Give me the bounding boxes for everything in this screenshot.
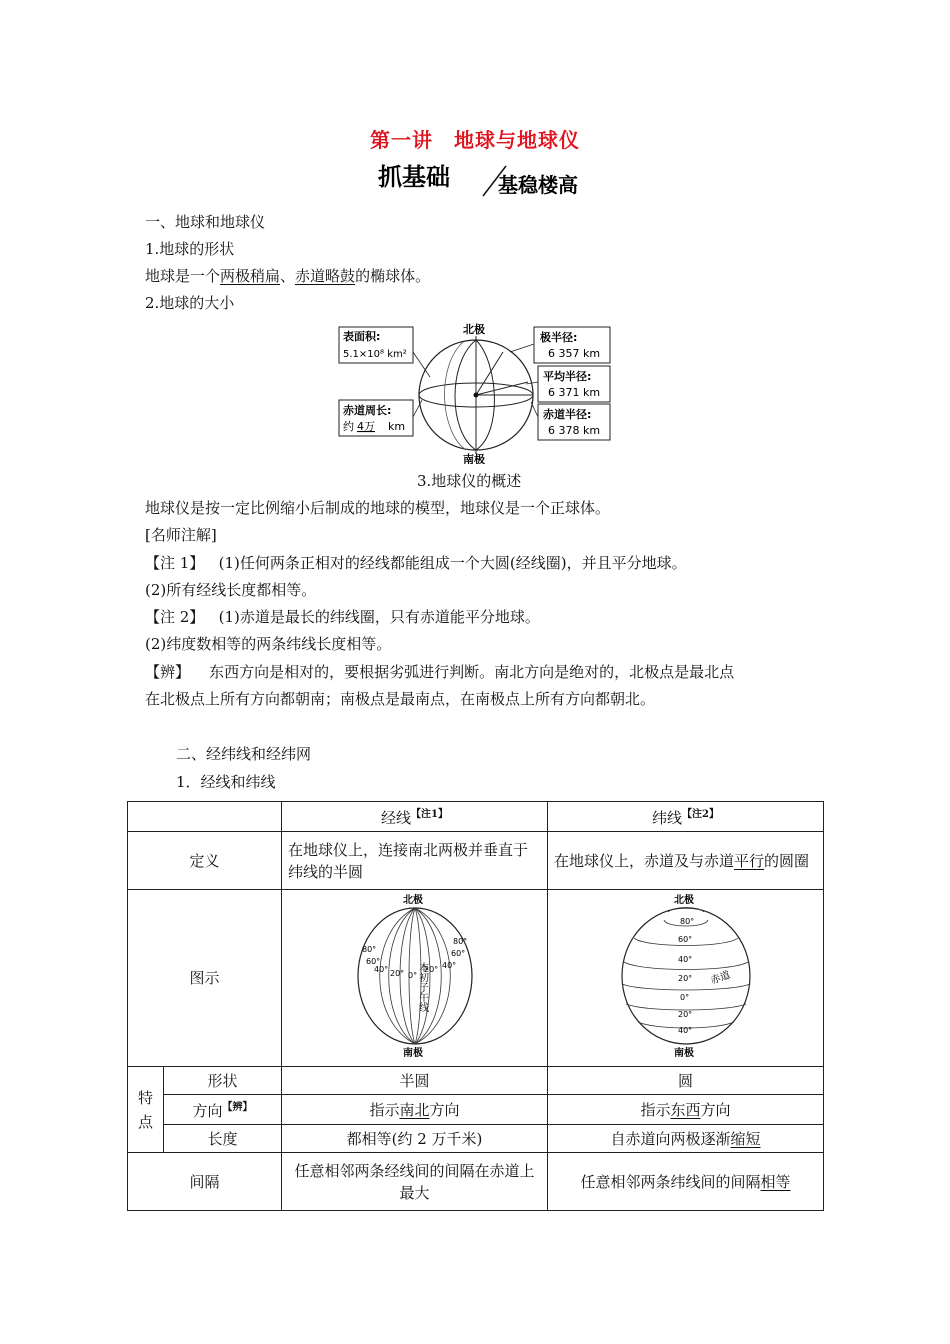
parallel-label-20s: 20° [677,1010,692,1019]
parallel-shape: 圆 [548,1067,824,1095]
note2-tag: 【注 2】 [145,608,205,626]
earth-size-figure [338,322,613,464]
note1-line-b: (2)所有经线长度都相等。 [145,581,317,599]
row-direction: 方向$^{【辨】}$ [164,1095,282,1125]
note2-line-b: (2)纬度数相等的两条纬线长度相等。 [145,635,392,653]
prime-meridian-label: 本初子午线 [416,962,427,1012]
header-meridian: 经线$^{【注1】}$ [282,802,548,832]
header-parallel: 纬线$^{【注2】}$ [548,802,824,832]
meridian-north-label: 北极 [402,895,423,906]
meridian-south-label: 南极 [402,1048,423,1058]
meridian-label-80w: 80° [361,945,376,954]
parallel-label-40s: 40° [677,1026,692,1035]
row-features: 特点 [128,1067,164,1153]
row-interval: 间隔 [128,1153,282,1211]
bian-line-b: 在北极点上所有方向都朝南；南极点是最南点，在南极点上所有方向都朝北。 [145,690,656,708]
meridian-label-40e: 40° [441,961,456,970]
meridian-label-20w: 20° [389,969,404,978]
meridian-label-0: 0° [407,971,417,980]
row-figure: 图示 [128,890,282,1067]
meridian-label-20e: 20° [423,965,438,974]
parallel-label-0: 0° [679,993,689,1002]
mean-radius-value: 6 371 km [548,386,601,399]
row-length: 长度 [164,1125,282,1153]
equator-label: 赤道 [708,969,732,987]
meridian-parallel-table [127,801,824,1211]
polar-radius-label: 极半径: [540,331,578,344]
meridian-label-60e: 60° [450,949,465,958]
meridian-figure-cell [282,890,548,1067]
section-banner [378,158,618,198]
note1-line-a: 【注 1】 (1)任何两条正相对的经线都能组成一个大圆(经线圈)，并且平分地球。 [145,554,687,572]
surface-area-value: 5.1×10⁸ km² [343,349,407,360]
parallel-label-80n: 80° [679,917,694,926]
meridian-label-80e: 80° [452,937,467,946]
meridian-label-40w: 40° [373,965,388,974]
row-shape: 形状 [164,1067,282,1095]
surface-area-label: 表面积: [343,330,381,343]
equator-length-label: 赤道周长: [343,404,392,417]
parallel-figure-cell [548,890,824,1067]
note1-tag: 【注 1】 [145,554,205,572]
mean-radius-label: 平均半径: [543,370,592,383]
size-subheading: 2.地球的大小 [145,294,235,312]
equator-length-value: 4万 [357,420,375,433]
south-pole-label: 南极 [463,453,485,464]
section2-heading: 二、经纬线和经纬网 [176,745,312,763]
banner-left: 抓基础 [378,163,450,191]
parallel-definition: 在地球仪上，赤道及与赤道平行的圆圈 [548,832,824,890]
banner-right: 基稳楼高 [498,173,578,197]
polar-radius-value: 6 357 km [548,347,601,360]
parallel-label-40n: 40° [677,955,692,964]
bian-tag: 【辨】 [145,663,191,681]
parallel-direction: 指示东西方向 [548,1095,824,1125]
page-title: 第一讲 地球与地球仪 [370,128,580,152]
parallel-figure [616,892,756,1058]
parallel-interval: 任意相邻两条纬线间的间隔相等 [548,1153,824,1211]
meridian-shape: 半圆 [282,1067,548,1095]
parallel-north-label: 北极 [673,895,694,906]
equator-length-unit: km [388,420,406,433]
section2-subheading: 1．经线和纬线 [176,773,276,791]
parallel-label-60n: 60° [677,935,692,944]
meridian-direction: 指示南北方向 [282,1095,548,1125]
equator-radius-value: 6 378 km [548,424,601,437]
section1-heading: 一、地球和地球仪 [145,213,266,231]
meridian-length: 都相等(约 2 万千米) [282,1125,548,1153]
globe-description: 地球仪是按一定比例缩小后制成的地球的模型，地球仪是一个正球体。 [145,499,611,517]
notes-label: [名师注解] [145,526,217,544]
shape-subheading: 1.地球的形状 [145,240,235,258]
equator-radius-label: 赤道半径: [543,408,592,421]
meridian-definition: 在地球仪上，连接南北两极并垂直于纬线的半圆 [282,832,548,890]
shape-sentence: 地球是一个两极稍扁、赤道略鼓的椭球体。 [145,267,431,285]
parallel-label-20n: 20° [677,974,692,983]
meridian-figure [350,892,480,1058]
bian-line-a: 【辨】 东西方向是相对的，要根据劣弧进行判断。南北方向是绝对的，北极点是最北点 [145,663,735,681]
parallel-length: 自赤道向两极逐渐缩短 [548,1125,824,1153]
parallel-south-label: 南极 [673,1048,694,1058]
meridian-interval: 任意相邻两条经线间的间隔在赤道上最大 [282,1153,548,1211]
meridian-label-60w: 60° [365,957,380,966]
equator-length-pre: 约 [343,420,354,433]
north-pole-label: 北极 [463,323,485,336]
row-definition: 定义 [128,832,282,890]
note2-line-a: 【注 2】 (1)赤道是最长的纬线圈，只有赤道能平分地球。 [145,608,540,626]
globe-subheading: 3.地球仪的概述 [417,472,522,490]
